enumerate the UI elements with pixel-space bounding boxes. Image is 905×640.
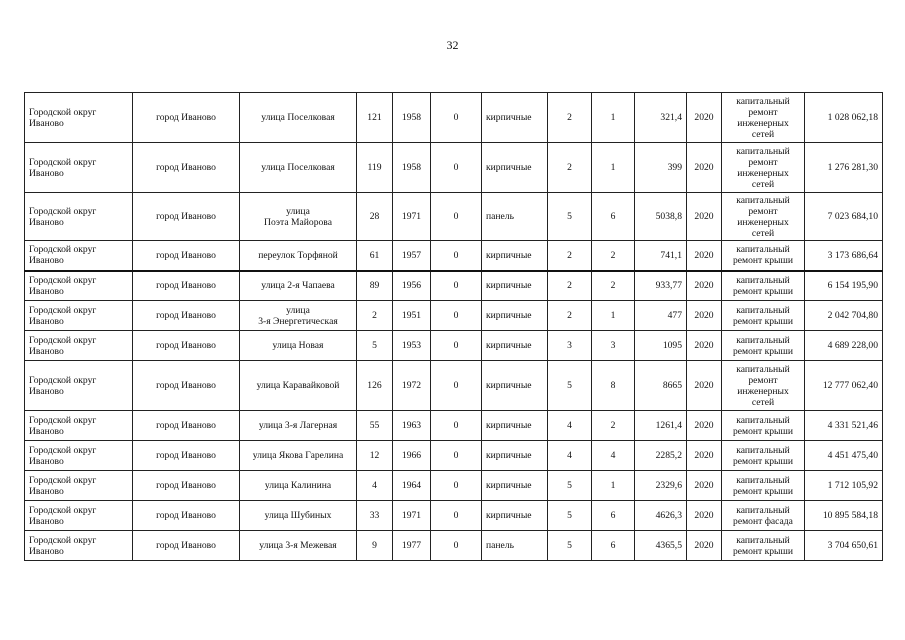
cell-settlement: город Иваново [133,501,240,531]
cell-work-type: капитальный ремонт инженерных сетей [722,143,805,193]
cell-street: улица 2-я Чапаева [240,271,357,301]
cell-floors: 2 [548,301,592,331]
cell-plan-year: 2020 [687,361,722,411]
cell-municipality: Городской округ Иваново [25,93,133,143]
table-row [25,271,883,301]
cell-year-reconstructed: 0 [431,301,482,331]
cell-cost: 1 028 062,18 [805,93,883,143]
table-row [25,471,883,501]
page-number: 32 [446,38,459,52]
cell-entrances: 6 [592,501,635,531]
cell-area: 741,1 [635,241,687,271]
cell-street: улица Новая [240,331,357,361]
cell-plan-year: 2020 [687,441,722,471]
cell-entrances: 1 [592,143,635,193]
cell-street: улица Поселковая [240,93,357,143]
cell-house-number: 4 [357,471,393,501]
cell-municipality: Городской округ Иваново [25,411,133,441]
cell-work-type: капитальный ремонт крыши [722,271,805,301]
cell-entrances: 2 [592,241,635,271]
table-row [25,301,883,331]
cell-year-built: 1958 [393,93,431,143]
cell-cost: 4 331 521,46 [805,411,883,441]
cell-street: улица Каравайковой [240,361,357,411]
cell-wall-material: кирпичные [482,143,548,193]
cell-year-reconstructed: 0 [431,331,482,361]
cell-entrances: 8 [592,361,635,411]
cell-plan-year: 2020 [687,93,722,143]
cell-entrances: 4 [592,441,635,471]
cell-house-number: 28 [357,193,393,241]
cell-street: улица 3-я Межевая [240,531,357,561]
cell-year-built: 1977 [393,531,431,561]
cell-municipality: Городской округ Иваново [25,331,133,361]
table-row [25,411,883,441]
cell-floors: 5 [548,531,592,561]
cell-settlement: город Иваново [133,361,240,411]
cell-floors: 2 [548,271,592,301]
cell-year-reconstructed: 0 [431,93,482,143]
cell-street: улица 3-я Энергетическая [240,301,357,331]
cell-municipality: Городской округ Иваново [25,361,133,411]
cell-cost: 4 689 228,00 [805,331,883,361]
cell-year-built: 1966 [393,441,431,471]
cell-area: 4365,5 [635,531,687,561]
cell-settlement: город Иваново [133,471,240,501]
cell-cost: 3 704 650,61 [805,531,883,561]
cell-wall-material: кирпичные [482,441,548,471]
cell-year-reconstructed: 0 [431,531,482,561]
cell-work-type: капитальный ремонт инженерных сетей [722,93,805,143]
cell-area: 1095 [635,331,687,361]
cell-municipality: Городской округ Иваново [25,143,133,193]
table-row [25,531,883,561]
cell-municipality: Городской округ Иваново [25,471,133,501]
cell-plan-year: 2020 [687,241,722,271]
cell-area: 8665 [635,361,687,411]
cell-street: переулок Торфяной [240,241,357,271]
cell-floors: 5 [548,361,592,411]
cell-house-number: 2 [357,301,393,331]
cell-plan-year: 2020 [687,301,722,331]
cell-year-reconstructed: 0 [431,471,482,501]
cell-house-number: 61 [357,241,393,271]
cell-wall-material: кирпичные [482,241,548,271]
cell-year-built: 1971 [393,193,431,241]
cell-area: 4626,3 [635,501,687,531]
cell-house-number: 5 [357,331,393,361]
cell-wall-material: кирпичные [482,411,548,441]
cell-year-reconstructed: 0 [431,143,482,193]
cell-house-number: 55 [357,411,393,441]
cell-wall-material: кирпичные [482,501,548,531]
table-row [25,331,883,361]
cell-street: улица Якова Гарелина [240,441,357,471]
cell-work-type: капитальный ремонт крыши [722,471,805,501]
cell-floors: 4 [548,441,592,471]
cell-work-type: капитальный ремонт инженерных сетей [722,361,805,411]
cell-cost: 1 276 281,30 [805,143,883,193]
cell-area: 2329,6 [635,471,687,501]
table-row [25,193,883,241]
cell-year-built: 1958 [393,143,431,193]
cell-year-reconstructed: 0 [431,411,482,441]
cell-cost: 3 173 686,64 [805,241,883,271]
table-row [25,241,883,271]
cell-settlement: город Иваново [133,441,240,471]
cell-cost: 7 023 684,10 [805,193,883,241]
cell-wall-material: кирпичные [482,271,548,301]
cell-floors: 2 [548,93,592,143]
cell-year-built: 1956 [393,271,431,301]
cell-settlement: город Иваново [133,531,240,561]
cell-area: 1261,4 [635,411,687,441]
cell-house-number: 89 [357,271,393,301]
cell-year-built: 1951 [393,301,431,331]
cell-work-type: капитальный ремонт крыши [722,441,805,471]
cell-settlement: город Иваново [133,93,240,143]
cell-area: 933,77 [635,271,687,301]
cell-cost: 2 042 704,80 [805,301,883,331]
cell-street: улица Калинина [240,471,357,501]
cell-municipality: Городской округ Иваново [25,241,133,271]
cell-municipality: Городской округ Иваново [25,193,133,241]
cell-area: 399 [635,143,687,193]
cell-year-reconstructed: 0 [431,193,482,241]
cell-cost: 6 154 195,90 [805,271,883,301]
cell-settlement: город Иваново [133,143,240,193]
table-row [25,93,883,143]
cell-work-type: капитальный ремонт крыши [722,531,805,561]
cell-house-number: 121 [357,93,393,143]
cell-wall-material: кирпичные [482,301,548,331]
cell-cost: 1 712 105,92 [805,471,883,501]
cell-cost: 12 777 062,40 [805,361,883,411]
cell-entrances: 1 [592,301,635,331]
cell-settlement: город Иваново [133,193,240,241]
cell-plan-year: 2020 [687,501,722,531]
cell-settlement: город Иваново [133,301,240,331]
cell-work-type: капитальный ремонт фасада [722,501,805,531]
cell-settlement: город Иваново [133,241,240,271]
cell-year-built: 1964 [393,471,431,501]
cell-cost: 10 895 584,18 [805,501,883,531]
table-row [25,361,883,411]
cell-street: улица 3-я Лагерная [240,411,357,441]
cell-entrances: 2 [592,411,635,441]
cell-area: 2285,2 [635,441,687,471]
cell-wall-material: кирпичные [482,331,548,361]
cell-street: улица Шубиных [240,501,357,531]
cell-work-type: капитальный ремонт крыши [722,241,805,271]
table-row [25,501,883,531]
cell-year-reconstructed: 0 [431,241,482,271]
table-row [25,441,883,471]
cell-year-built: 1963 [393,411,431,441]
cell-work-type: капитальный ремонт инженерных сетей [722,193,805,241]
cell-municipality: Городской округ Иваново [25,441,133,471]
cell-year-reconstructed: 0 [431,271,482,301]
cell-wall-material: панель [482,531,548,561]
cell-house-number: 33 [357,501,393,531]
cell-entrances: 6 [592,193,635,241]
buildings-table [24,92,883,561]
cell-street: улица Поэта Майорова [240,193,357,241]
cell-area: 321,4 [635,93,687,143]
cell-settlement: город Иваново [133,331,240,361]
cell-plan-year: 2020 [687,271,722,301]
cell-municipality: Городской округ Иваново [25,531,133,561]
table-body [25,93,883,561]
cell-entrances: 3 [592,331,635,361]
cell-settlement: город Иваново [133,271,240,301]
cell-house-number: 126 [357,361,393,411]
cell-year-reconstructed: 0 [431,441,482,471]
cell-plan-year: 2020 [687,143,722,193]
cell-house-number: 9 [357,531,393,561]
cell-cost: 4 451 475,40 [805,441,883,471]
cell-area: 477 [635,301,687,331]
cell-area: 5038,8 [635,193,687,241]
cell-entrances: 2 [592,271,635,301]
cell-work-type: капитальный ремонт крыши [722,331,805,361]
cell-year-reconstructed: 0 [431,361,482,411]
cell-house-number: 12 [357,441,393,471]
cell-work-type: капитальный ремонт крыши [722,411,805,441]
cell-floors: 5 [548,471,592,501]
cell-house-number: 119 [357,143,393,193]
cell-year-built: 1972 [393,361,431,411]
cell-street: улица Поселковая [240,143,357,193]
cell-year-built: 1957 [393,241,431,271]
cell-plan-year: 2020 [687,193,722,241]
cell-municipality: Городской округ Иваново [25,271,133,301]
cell-plan-year: 2020 [687,411,722,441]
cell-year-reconstructed: 0 [431,501,482,531]
cell-floors: 5 [548,501,592,531]
cell-wall-material: кирпичные [482,93,548,143]
cell-municipality: Городской округ Иваново [25,301,133,331]
cell-floors: 4 [548,411,592,441]
cell-work-type: капитальный ремонт крыши [722,301,805,331]
cell-floors: 3 [548,331,592,361]
cell-wall-material: кирпичные [482,361,548,411]
table-row [25,143,883,193]
cell-municipality: Городской округ Иваново [25,501,133,531]
cell-wall-material: панель [482,193,548,241]
cell-year-built: 1971 [393,501,431,531]
cell-year-built: 1953 [393,331,431,361]
cell-plan-year: 2020 [687,531,722,561]
cell-plan-year: 2020 [687,331,722,361]
cell-entrances: 1 [592,93,635,143]
cell-settlement: город Иваново [133,411,240,441]
cell-floors: 5 [548,193,592,241]
cell-plan-year: 2020 [687,471,722,501]
cell-wall-material: кирпичные [482,471,548,501]
cell-entrances: 6 [592,531,635,561]
cell-entrances: 1 [592,471,635,501]
cell-floors: 2 [548,143,592,193]
cell-floors: 2 [548,241,592,271]
